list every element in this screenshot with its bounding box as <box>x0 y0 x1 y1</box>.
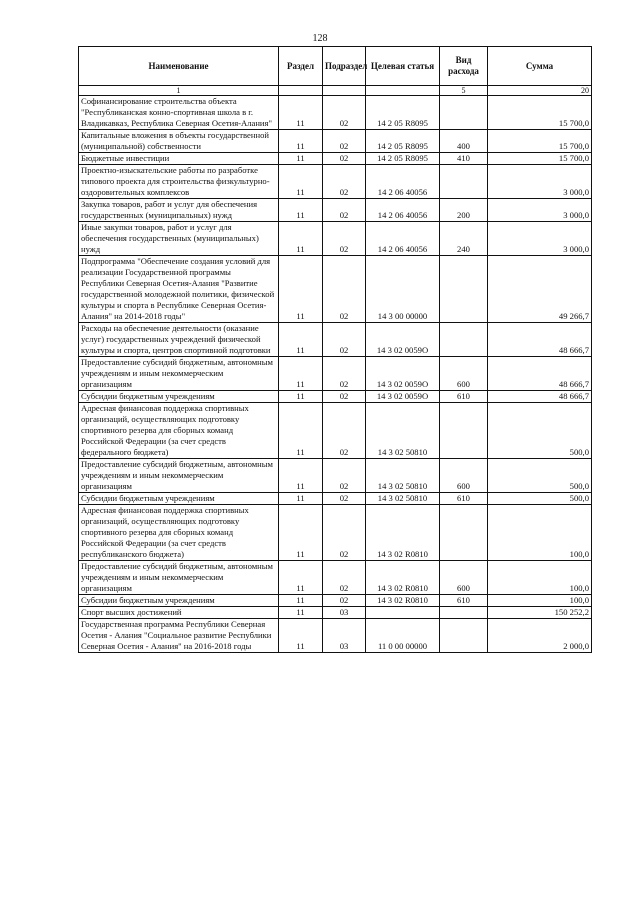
cell-name: Предоставление субсидий бюджетным, автономным учреждениям и иным некоммерческим организациям <box>79 357 279 391</box>
index-row <box>79 86 592 96</box>
index-podrazdel <box>323 86 366 96</box>
table-row <box>79 357 592 391</box>
header-celevaya: Целевая статья <box>366 47 440 86</box>
cell-name: Бюджетные инвестиции <box>79 153 279 165</box>
table-row <box>79 493 592 505</box>
cell-razdel: 11 <box>279 619 323 653</box>
cell-name: Капитальные вложения в объекты государственной (муниципальной) собственности <box>79 130 279 153</box>
table-row <box>79 256 592 323</box>
cell-name: Софинансирование строительства объекта "Республиканская конно-спортивная школа в г. Владикавказ, Республика Северная Осетия-Алания" <box>79 96 279 130</box>
cell-name: Спорт высших достижений <box>79 607 279 619</box>
cell-name: Предоставление субсидий бюджетным, автономным учреждениям и иным некоммерческим организациям <box>79 459 279 493</box>
cell-razdel: 11 <box>279 595 323 607</box>
cell-razdel: 11 <box>279 165 323 199</box>
index-celevaya <box>366 86 440 96</box>
cell-vid: 610 <box>440 595 488 607</box>
header-row <box>79 47 592 86</box>
cell-razdel: 11 <box>279 256 323 323</box>
cell-vid: 610 <box>440 493 488 505</box>
cell-name: Закупка товаров, работ и услуг для обеспечения государственных (муниципальных) нужд <box>79 199 279 222</box>
cell-celevaya: 14 3 02 R0810 <box>366 595 440 607</box>
table-row <box>79 222 592 256</box>
cell-summa: 48 666,7 <box>488 391 592 403</box>
cell-vid: 600 <box>440 357 488 391</box>
table-row <box>79 153 592 165</box>
cell-podrazdel: 02 <box>323 595 366 607</box>
cell-podrazdel: 02 <box>323 130 366 153</box>
cell-podrazdel: 02 <box>323 505 366 561</box>
cell-podrazdel: 03 <box>323 619 366 653</box>
cell-vid <box>440 165 488 199</box>
cell-podrazdel: 02 <box>323 165 366 199</box>
cell-razdel: 11 <box>279 199 323 222</box>
cell-vid <box>440 505 488 561</box>
header-name: Наименование <box>79 47 279 86</box>
cell-podrazdel: 02 <box>323 256 366 323</box>
cell-celevaya: 14 3 02 R0810 <box>366 561 440 595</box>
cell-podrazdel: 02 <box>323 199 366 222</box>
table-row <box>79 96 592 130</box>
cell-summa: 3 000,0 <box>488 222 592 256</box>
cell-celevaya: 14 3 00 00000 <box>366 256 440 323</box>
table-row <box>79 607 592 619</box>
cell-razdel: 11 <box>279 561 323 595</box>
cell-summa: 48 666,7 <box>488 357 592 391</box>
cell-razdel: 11 <box>279 130 323 153</box>
cell-razdel: 11 <box>279 153 323 165</box>
cell-name: Адресная финансовая поддержка спортивных организаций, осуществляющих подготовку спортивного резерва для сборных команд Российской Федерации (за счет средств федерального бюджета) <box>79 403 279 459</box>
cell-podrazdel: 02 <box>323 459 366 493</box>
cell-razdel: 11 <box>279 96 323 130</box>
cell-vid: 600 <box>440 459 488 493</box>
table-row <box>79 199 592 222</box>
cell-celevaya: 14 2 05 R8095 <box>366 96 440 130</box>
cell-celevaya: 14 2 06 40056 <box>366 222 440 256</box>
cell-razdel: 11 <box>279 357 323 391</box>
cell-celevaya: 14 3 02 50810 <box>366 403 440 459</box>
cell-summa: 100,0 <box>488 505 592 561</box>
budget-table <box>78 46 592 653</box>
cell-summa: 49 266,7 <box>488 256 592 323</box>
cell-vid <box>440 323 488 357</box>
cell-razdel: 11 <box>279 493 323 505</box>
cell-podrazdel: 02 <box>323 153 366 165</box>
cell-vid: 610 <box>440 391 488 403</box>
cell-razdel: 11 <box>279 459 323 493</box>
cell-name: Субсидии бюджетным учреждениям <box>79 391 279 403</box>
cell-summa: 100,0 <box>488 595 592 607</box>
cell-summa: 3 000,0 <box>488 199 592 222</box>
cell-celevaya: 11 0 00 00000 <box>366 619 440 653</box>
table-row <box>79 459 592 493</box>
cell-vid: 410 <box>440 153 488 165</box>
cell-celevaya <box>366 607 440 619</box>
cell-podrazdel: 03 <box>323 607 366 619</box>
cell-podrazdel: 02 <box>323 391 366 403</box>
cell-celevaya: 14 2 06 40056 <box>366 199 440 222</box>
cell-celevaya: 14 2 05 R8095 <box>366 153 440 165</box>
cell-podrazdel: 02 <box>323 493 366 505</box>
cell-name: Подпрограмма "Обеспечение создания условий для реализации Государственной программы Республики Северная Осетия-Алания "Развитие государственной молодежной политики, физической культуры и спорта в Республике Северная Осетия-Алания" на 2014-2018 годы" <box>79 256 279 323</box>
cell-razdel: 11 <box>279 505 323 561</box>
cell-celevaya: 14 3 02 0059О <box>366 357 440 391</box>
cell-razdel: 11 <box>279 222 323 256</box>
index-name: 1 <box>79 86 279 96</box>
table-row <box>79 619 592 653</box>
cell-summa: 500,0 <box>488 459 592 493</box>
cell-celevaya: 14 3 02 0059О <box>366 391 440 403</box>
table-row <box>79 595 592 607</box>
cell-podrazdel: 02 <box>323 323 366 357</box>
cell-name: Государственная программа Республики Северная Осетия - Алания "Социальное развитие Республики Северная Осетия - Алания" на 2016-2018 годы <box>79 619 279 653</box>
cell-vid <box>440 256 488 323</box>
cell-razdel: 11 <box>279 391 323 403</box>
cell-vid <box>440 403 488 459</box>
cell-razdel: 11 <box>279 403 323 459</box>
cell-name: Проектно-изыскательские работы по разработке типового проекта для строительства физкультурно-оздоровительных комплексов <box>79 165 279 199</box>
table-row <box>79 561 592 595</box>
cell-name: Иные закупки товаров, работ и услуг для обеспечения государственных (муниципальных) нужд <box>79 222 279 256</box>
table-row <box>79 403 592 459</box>
cell-vid <box>440 607 488 619</box>
cell-name: Субсидии бюджетным учреждениям <box>79 595 279 607</box>
table-row <box>79 505 592 561</box>
cell-vid: 600 <box>440 561 488 595</box>
cell-vid: 200 <box>440 199 488 222</box>
page-number: 128 <box>312 33 328 44</box>
cell-summa: 150 252,2 <box>488 607 592 619</box>
table-row <box>79 323 592 357</box>
cell-name: Расходы на обеспечение деятельности (оказание услуг) государственных учреждений физической культуры и спорта, центров спортивной подготовки <box>79 323 279 357</box>
cell-summa: 100,0 <box>488 561 592 595</box>
table-row <box>79 130 592 153</box>
header-razdel: Раздел <box>279 47 323 86</box>
table-row <box>79 165 592 199</box>
cell-celevaya: 14 3 02 50810 <box>366 459 440 493</box>
cell-celevaya: 14 2 05 R8095 <box>366 130 440 153</box>
cell-summa: 3 000,0 <box>488 165 592 199</box>
cell-celevaya: 14 3 02 50810 <box>366 493 440 505</box>
cell-podrazdel: 02 <box>323 222 366 256</box>
cell-razdel: 11 <box>279 607 323 619</box>
index-razdel <box>279 86 323 96</box>
cell-podrazdel: 02 <box>323 403 366 459</box>
cell-podrazdel: 02 <box>323 96 366 130</box>
cell-name: Предоставление субсидий бюджетным, автономным учреждениям и иным некоммерческим организациям <box>79 561 279 595</box>
cell-summa: 48 666,7 <box>488 323 592 357</box>
cell-vid: 400 <box>440 130 488 153</box>
cell-summa: 2 000,0 <box>488 619 592 653</box>
cell-vid <box>440 96 488 130</box>
cell-vid: 240 <box>440 222 488 256</box>
cell-summa: 500,0 <box>488 493 592 505</box>
index-vid: 5 <box>440 86 488 96</box>
cell-celevaya: 14 3 02 0059О <box>366 323 440 357</box>
cell-summa: 15 700,0 <box>488 130 592 153</box>
cell-podrazdel: 02 <box>323 561 366 595</box>
cell-summa: 500,0 <box>488 403 592 459</box>
header-summa: Сумма <box>488 47 592 86</box>
header-vid: Вид расхода <box>440 47 488 86</box>
header-podrazdel: Подраздел <box>323 47 366 86</box>
cell-podrazdel: 02 <box>323 357 366 391</box>
table-row <box>79 391 592 403</box>
cell-summa: 15 700,0 <box>488 153 592 165</box>
cell-razdel: 11 <box>279 323 323 357</box>
cell-celevaya: 14 3 02 R0810 <box>366 505 440 561</box>
cell-name: Субсидии бюджетным учреждениям <box>79 493 279 505</box>
cell-celevaya: 14 2 06 40056 <box>366 165 440 199</box>
cell-summa: 15 700,0 <box>488 96 592 130</box>
cell-name: Адресная финансовая поддержка спортивных организаций, осуществляющих подготовку спортивного резерва для сборных команд Российской Федерации (за счет средств республиканского бюджета) <box>79 505 279 561</box>
cell-vid <box>440 619 488 653</box>
index-summa: 20 <box>488 86 592 96</box>
